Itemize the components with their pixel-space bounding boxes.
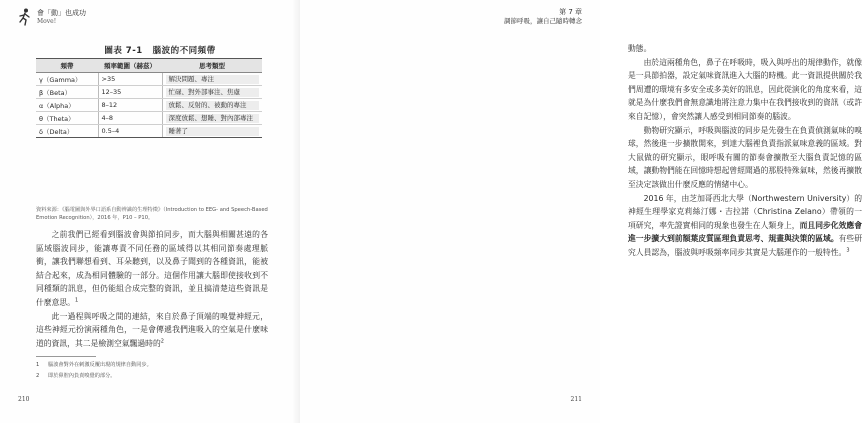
left-body-text [36, 228, 268, 350]
footnote-ref: 1 [74, 297, 79, 304]
band-cell: θ（Theta） [36, 112, 98, 125]
band-cell: β（Beta） [36, 86, 98, 99]
frequency-cell: 12–35 [98, 86, 162, 99]
table-title: 腦波的不同頻帶 [152, 46, 216, 56]
footnote-ref: 3 [846, 247, 850, 254]
table-row [36, 73, 262, 86]
highlighted-text: 而且同步化效應會進一步擴大到前額葉皮質區理負責思考、規畫與決策的區域。 [628, 220, 862, 244]
footnote [36, 371, 268, 382]
paragraph: 此一過程與呼吸之間的連結，來自於鼻子頂端的嗅覺神經元，這些神經元扮演兩種角色，一是會傳遞我們進吸入的空氣是什麼味道的資訊，其二是檢測空氣飄過時的$^2$ [36, 311, 268, 348]
thinking-type-cell: 睡著了 [162, 125, 262, 138]
frequency-cell: 4–8 [98, 112, 162, 125]
frequency-cell: 0.5–4 [98, 125, 162, 138]
thinking-type-cell: 解決問題、專注 [162, 73, 262, 86]
footnote-ref: 2 [160, 338, 164, 345]
running-head-right [504, 8, 582, 26]
table-header: 思考類型 [162, 59, 262, 73]
band-cell: γ（Gamma） [36, 73, 98, 86]
footnote-mark: 1 [36, 362, 40, 368]
paragraph: 動物研究顯示，呼吸與腦波的同步是先發生在負責偵測氣味的嗅球，然後進一步擴散開來，到達大腦裡負責指派氣味意義的區域。對大鼠做的研究顯示，眼呼吸有關的節奏會擴散至大腦負責記憶的區域，讓動物們能在回憶時想起曾經聞過的那股特殊氣味，然後再擴散至決定該做出什麼反應的情緒中心。 [628, 125, 862, 189]
paragraph: 由於這兩種角色，鼻子在呼吸時，吸入與呼出的規律動作，就像是一具節拍器，設定氣味資訊進入大腦的時機。此一資訊提供關於我們周遭的環境有多安全或多美好的訊息，因此從演化的角度來看，這就是為什麼我們會無意識地將注意力集中在我們接收到的資訊（或許來自記憶），會突然讓人感受到相同節奏的腦波。 [628, 57, 862, 121]
footnote-divider [36, 356, 96, 357]
paragraph: 2016 年，由芝加哥西北大學（Northwestern University）的神經生理學家克莉絲汀娜・吉拉諾（Christina Zelano）帶領的一項研究，率先證實相同的現象也發生在人類身上，而且同步化效應會進一步擴大到前額葉皮質區理負責思考、規畫與決策的區域。有些研究人員認為，腦波與呼吸頻率同步其實是大腦運作的一般特性。$^3$ [628, 193, 862, 257]
brainwave-table [36, 58, 262, 138]
table-row [36, 86, 262, 99]
right-body-text [628, 42, 862, 260]
running-head-left [18, 8, 86, 26]
frequency-cell: 8–12 [98, 99, 162, 112]
right-page [300, 0, 862, 423]
frequency-cell: >35 [98, 73, 162, 86]
thinking-type-cell: 忙碌、對外部事注、焦慮 [162, 86, 262, 99]
footnote-text: 即於鼻腔內負責嗅覺的部分。 [48, 373, 116, 379]
page-number-right: 211 [570, 396, 582, 403]
chapter-number: 第 7 章 [559, 8, 582, 16]
table-caption [40, 44, 280, 56]
band-cell: α（Alpha） [36, 99, 98, 112]
page-number-left: 210 [18, 396, 30, 403]
thinking-type-cell: 深度放鬆、想睡、對內部專注 [162, 112, 262, 125]
table-header: 頻率範圍（赫茲） [98, 59, 162, 73]
table-number: 圖表 7-1 [104, 46, 143, 56]
footnote-text: 腦波會對外在刺激反覆出現的規律自動同步。 [48, 362, 152, 368]
left-page [0, 0, 300, 423]
book-subtitle: Move! [37, 17, 57, 25]
footnote-mark: 2 [36, 373, 40, 379]
figure-running-icon [18, 8, 32, 26]
paragraph: 動態。 [628, 44, 652, 53]
footnotes [36, 360, 268, 382]
paragraph: 之前我們已經看到腦波會與節拍同步，而大腦與相關甚遠的各區域腦波同步，能讓專責不同任務的區域得以其相同節奏處理脈衝，讓我們聯想看到、耳朵聽到，以及鼻子聞到的各種資訊，能被結合起來，成為相同體驗的一部分。這個作用讓大腦即使接收到不同種類的訊息，但仍能組合成完整的資訊，並且搞清楚這些資訊是什麼意思。$^1$ [36, 230, 268, 307]
table-header: 頻帶 [36, 59, 98, 73]
band-cell: δ（Delta） [36, 125, 98, 138]
table-row [36, 112, 262, 125]
thinking-type-cell: 放鬆、反射的、被動的專注 [162, 99, 262, 112]
table-header-row [36, 59, 262, 73]
table-row [36, 125, 262, 138]
table-row [36, 99, 262, 112]
footnote [36, 360, 268, 371]
book-title: 會「動」也成功 [37, 8, 86, 17]
chapter-title: 調節呼吸，讓自己隨時轉念 [504, 17, 582, 25]
table-source: 資料來源：《腦電圖與外界口語系自動辨識的生理特徵》（Introduction to EEG- and Speech-Based Emotion Recognition），2016 年，P10 – P10。 [36, 207, 268, 221]
